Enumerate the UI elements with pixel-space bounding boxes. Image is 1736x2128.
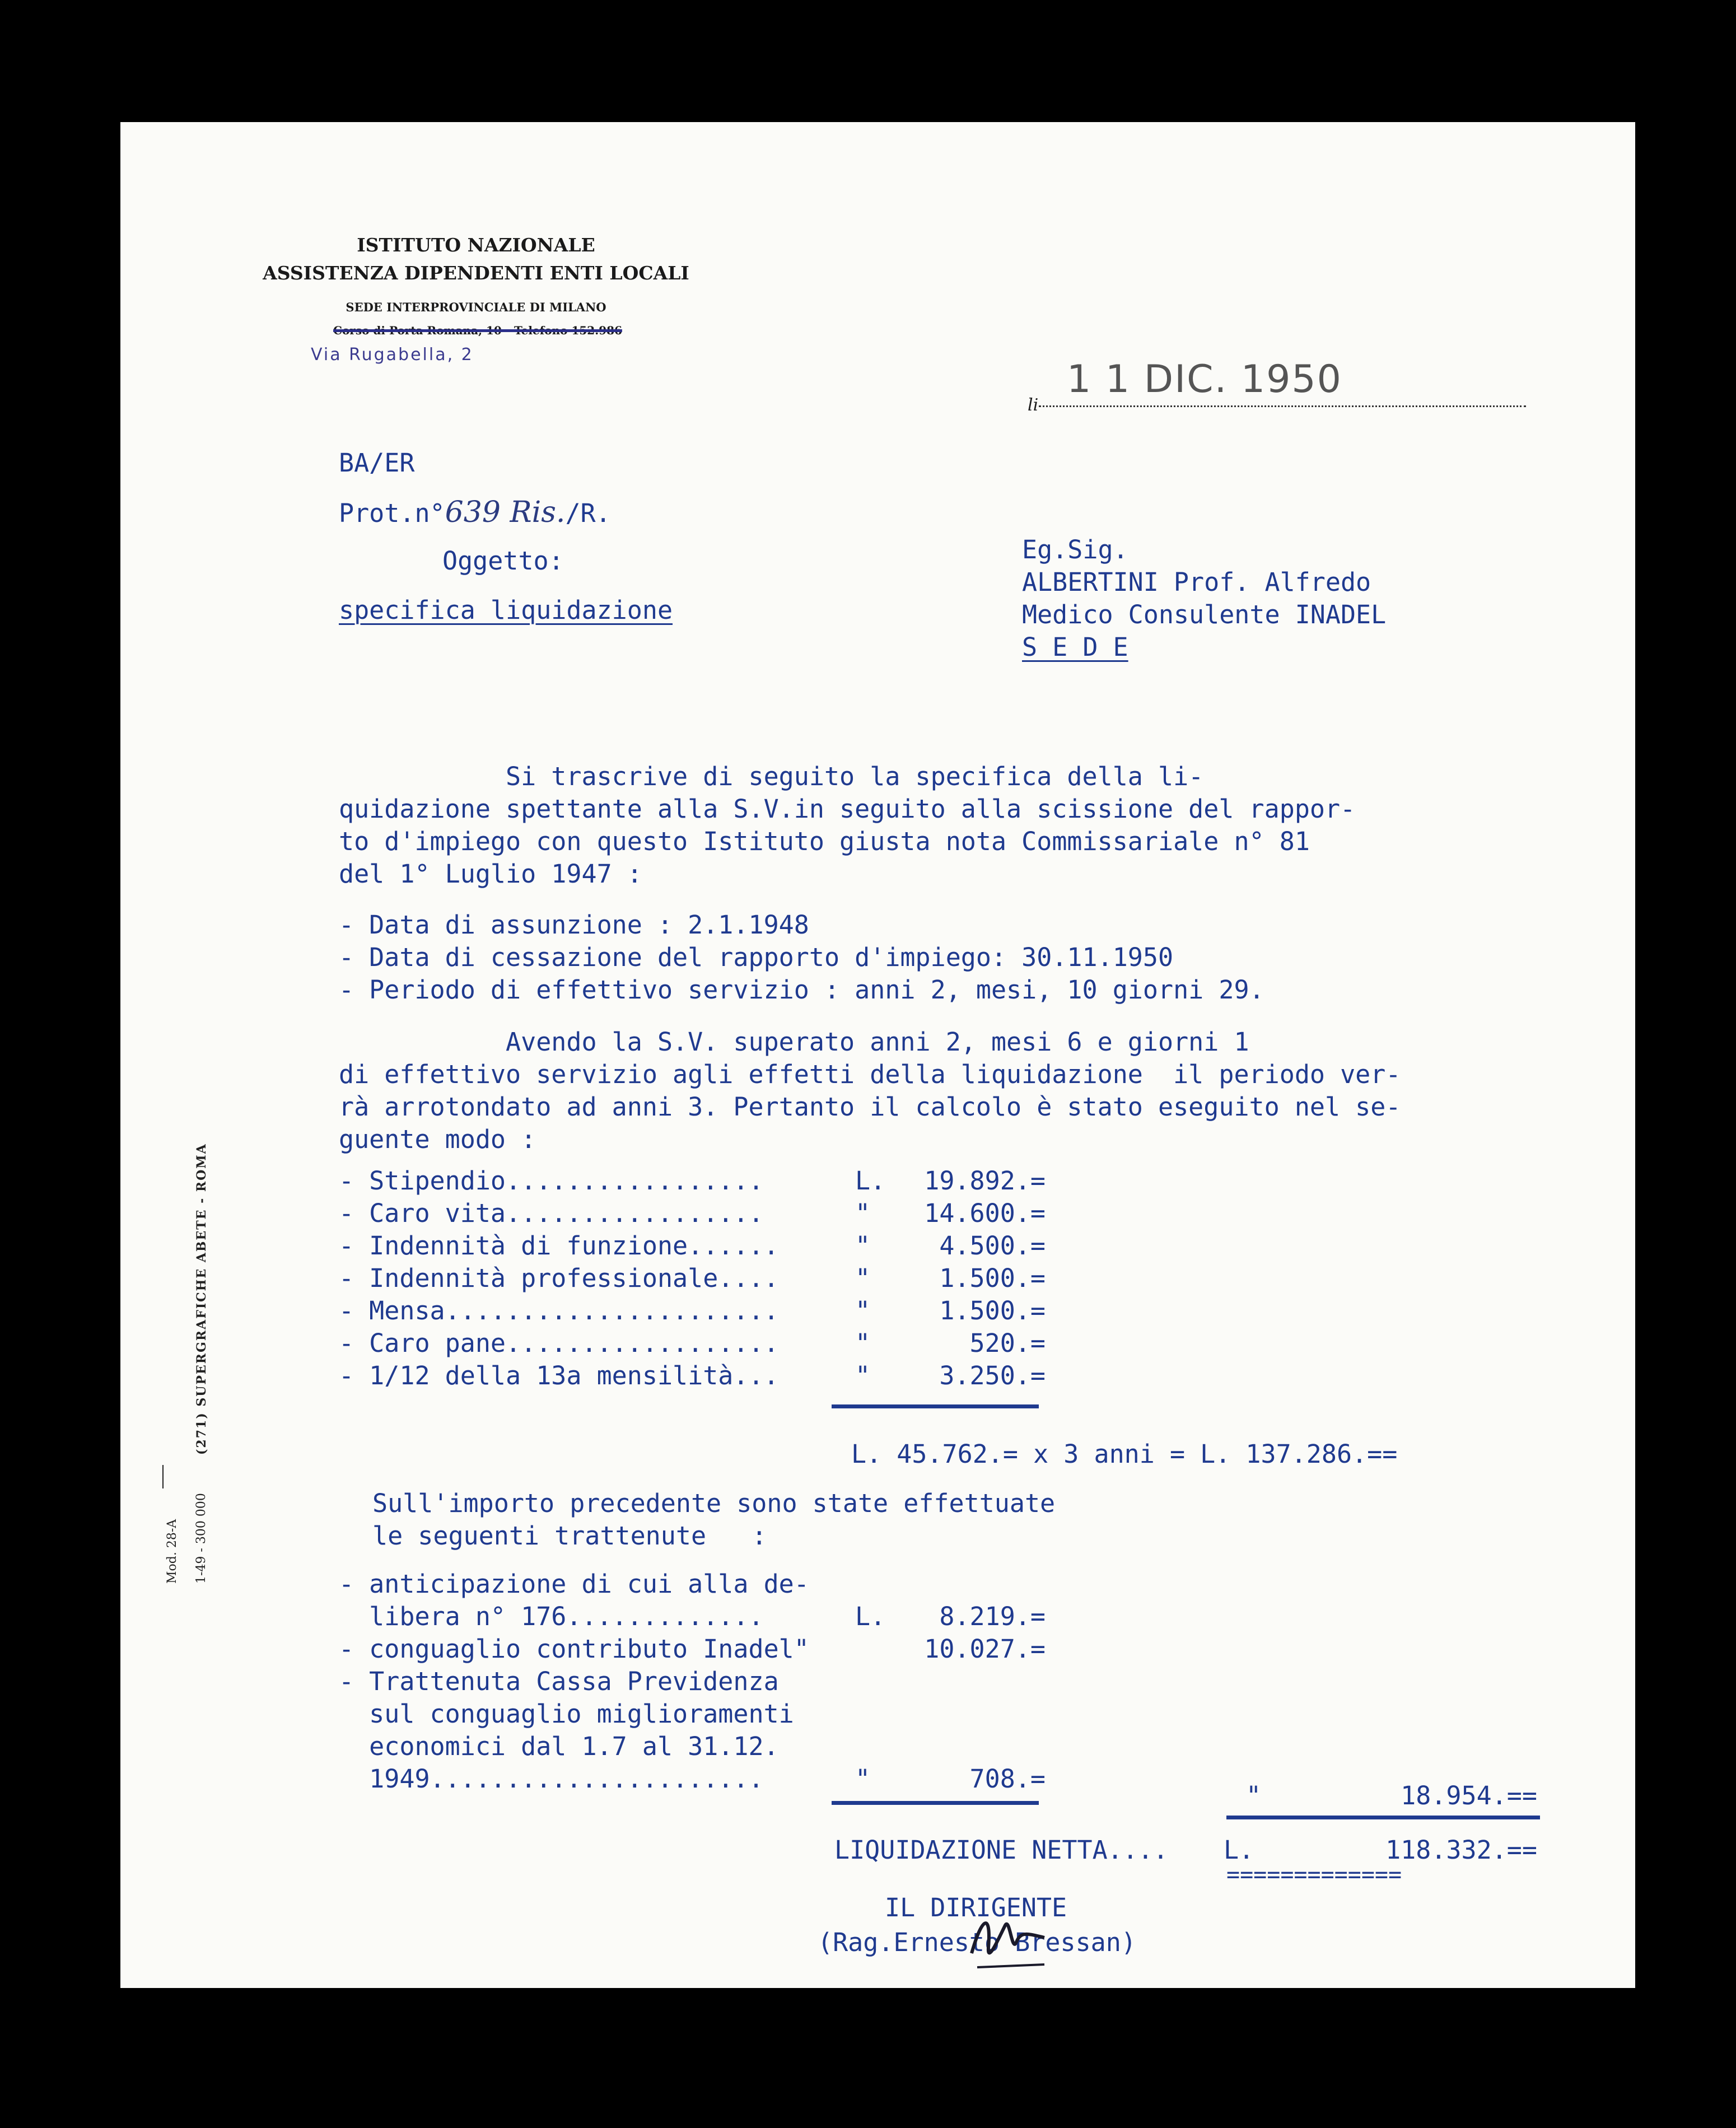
para1-line: to d'impiego con questo Istituto giusta nota Commissariale n° 81 [339,827,1310,856]
item-label: - Stipendio................. [339,1166,764,1196]
para2-line: rà arrotondato ad anni 3. Pertanto il calcolo è stato eseguito nel se- [339,1092,1401,1122]
date-line: - Data di assunzione : 2.1.1948 [339,910,809,940]
item-amount: 14.600.= [924,1198,1046,1228]
recipient-line3: Medico Consulente INADEL [1022,600,1387,629]
item-label: - Caro vita................. [339,1198,764,1228]
deduction-amount: 10.027.= [924,1634,1046,1664]
item-label: - Mensa...................... [339,1296,779,1326]
deduction-line: - conguaglio contributo Inadel" [339,1634,809,1664]
recipient-line2: ALBERTINI Prof. Alfredo [1022,567,1371,597]
para1-line: Si trascrive di seguito la specifica della li- [339,762,1204,791]
deduction-mark: L. [855,1602,886,1631]
net-amount: 118.332.== [1385,1835,1537,1865]
org-line3: SEDE INTERPROVINCIALE DI MILANO [346,300,606,314]
date-stamp: 1 1 DIC. 1950 [1067,357,1342,402]
para1-line: del 1° Luglio 1947 : [339,859,642,889]
deductions-intro: Sull'importo precedente sono state effettuate [372,1488,1056,1518]
deduction-line: economici dal 1.7 al 31.12. [339,1732,779,1761]
side-divider [162,1465,164,1488]
item-mark: " [855,1361,871,1390]
para1-line: quidazione spettante alla S.V.in seguito alla scissione del rappor- [339,794,1356,824]
prot-handwritten: 639 Ris. [445,496,566,529]
deductions-rule [832,1801,1039,1805]
deductions-intro: le seguenti trattenute : [372,1521,767,1551]
item-mark: " [855,1296,871,1326]
deductions-total-mark: " [1246,1781,1262,1810]
deduction-line: - Trattenuta Cassa Previdenza [339,1667,779,1696]
prot-suffix: /R. [565,498,611,528]
item-amount: 1.500.= [939,1296,1046,1326]
para2-line: guente modo : [339,1124,536,1154]
item-label: - Indennità di funzione...... [339,1231,779,1261]
signature-scribble-icon [966,1903,1050,1976]
initials: BA/ER [339,448,415,478]
item-label: - Caro pane.................. [339,1328,779,1358]
net-double-rule: ============= [1226,1862,1402,1888]
deductions-total-amount: 18.954.== [1401,1781,1537,1810]
old-address: Corso di Porta Romana, 10 - Telefono 152.986 [333,324,622,337]
item-label: - Indennità professionale.... [339,1263,779,1293]
deduction-line: sul conguaglio miglioramenti [339,1699,794,1729]
subject-label: Oggetto: [442,546,564,576]
para2-line: di effettivo servizio agli effetti della liquidazione il periodo ver- [339,1060,1401,1089]
deduction-amount: 708.= [969,1764,1046,1794]
item-mark: " [855,1263,871,1293]
org-line1: ISTITUTO NAZIONALE [357,234,595,256]
signature-name: (Rag.Ernesto Bressan) [818,1928,1136,1957]
items-rule [832,1404,1039,1408]
signature-title: IL DIRIGENTE [885,1893,1067,1922]
item-amount: 520.= [969,1328,1046,1358]
side-print-run: 1-49 - 300 000 [194,1493,208,1584]
new-address: Via Rugabella, 2 [311,345,474,365]
item-mark: " [855,1328,871,1358]
item-mark: L. [855,1166,886,1196]
side-printer: (271) SUPERGRAFICHE ABETE - ROMA [194,1143,209,1455]
recipient-line1: Eg.Sig. [1022,535,1128,564]
date-line: - Data di cessazione del rapporto d'impiego: 30.11.1950 [339,942,1174,972]
item-amount: 4.500.= [939,1231,1046,1261]
item-mark: " [855,1198,871,1228]
subject: specifica liquidazione [339,595,673,625]
date-line: - Periodo di effettivo servizio : anni 2, mesi, 10 giorni 29. [339,975,1264,1005]
document-sheet [120,122,1635,1988]
deduction-amount: 8.219.= [939,1602,1046,1631]
item-amount: 3.250.= [939,1361,1046,1390]
deduction-line: 1949...................... [339,1764,764,1794]
item-mark: " [855,1231,871,1261]
prot-prefix: Prot.n° [339,498,445,528]
recipient-line4: S E D E [1022,632,1128,662]
item-amount: 1.500.= [939,1263,1046,1293]
deduction-mark: " [855,1764,871,1794]
deduction-line: - anticipazione di cui alla de- [339,1569,809,1599]
para2-line: Avendo la S.V. superato anni 2, mesi 6 e giorni 1 [339,1027,1249,1057]
deduction-line: libera n° 176............. [339,1602,764,1631]
subtotal-line: L. 45.762.= x 3 anni = L. 137.286.== [851,1439,1398,1469]
org-line2: ASSISTENZA DIPENDENTI ENTI LOCALI [263,262,689,284]
date-prefix: li [1028,395,1039,415]
net-label: LIQUIDAZIONE NETTA.... [834,1835,1169,1865]
total-rule [1226,1816,1540,1819]
item-amount: 19.892.= [924,1166,1046,1196]
protocol-line [339,496,611,530]
date-dotted-line [1039,405,1526,407]
net-mark: L. [1224,1835,1254,1865]
item-label: - 1/12 della 13a mensilità... [339,1361,779,1390]
side-form: Mod. 28-A [165,1519,179,1584]
